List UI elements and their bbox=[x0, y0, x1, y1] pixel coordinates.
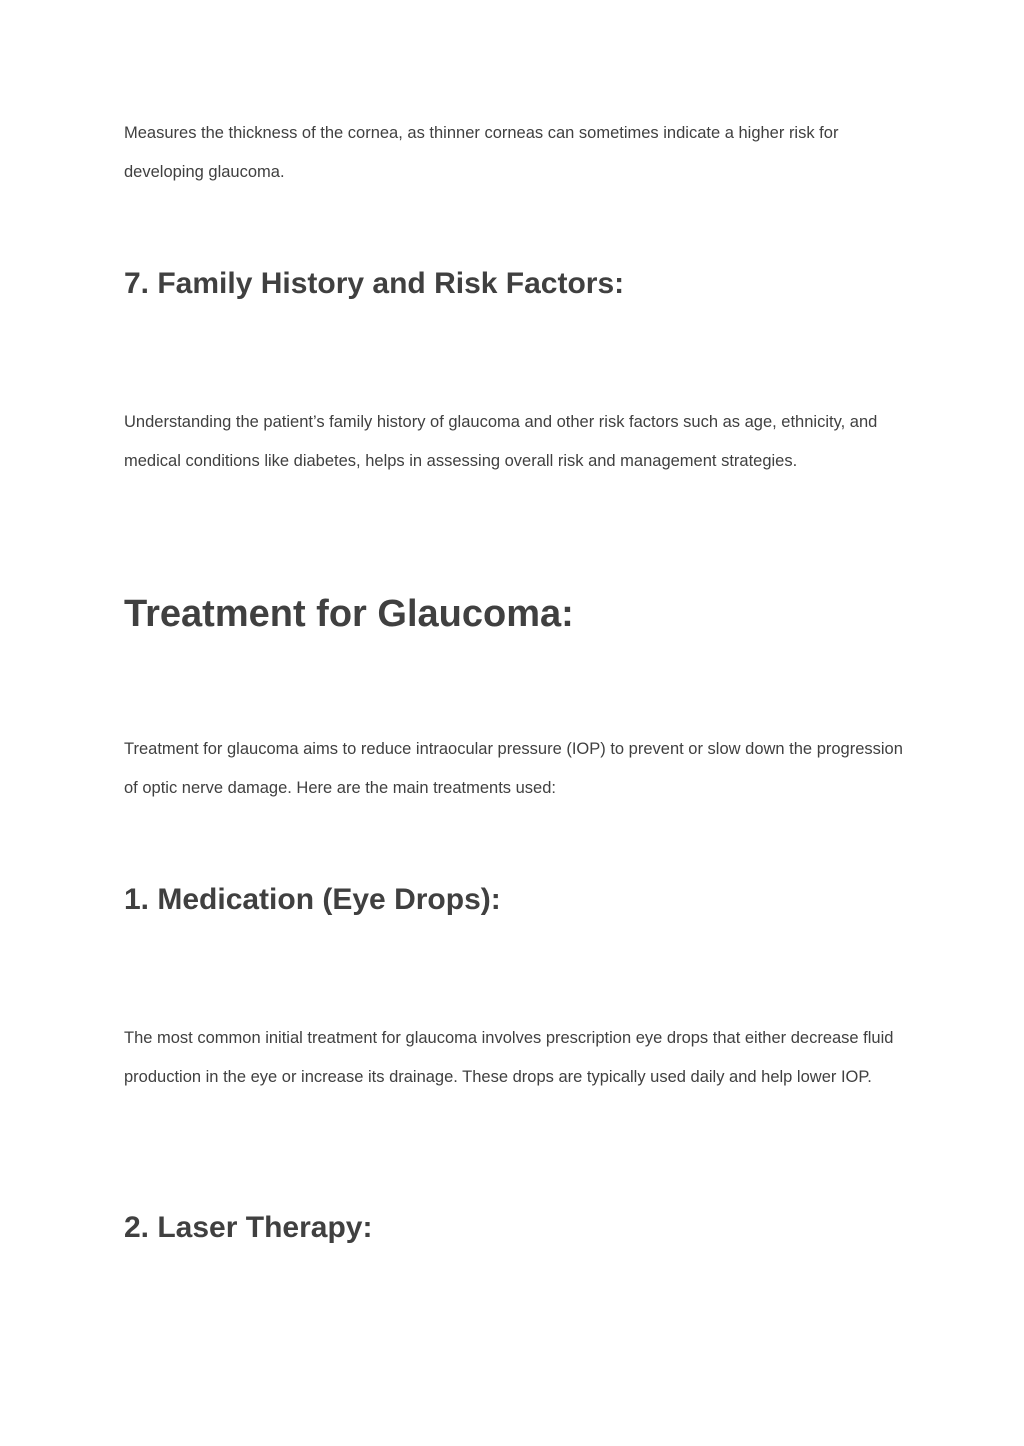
medication-heading: 1. Medication (Eye Drops): bbox=[124, 883, 501, 916]
family-history-heading: 7. Family History and Risk Factors: bbox=[124, 267, 625, 300]
pachymetry-paragraph: Measures the thickness of the cornea, as thinner corneas can sometimes indicate a higher risk for developing glaucoma. bbox=[124, 124, 839, 181]
family-history-paragraph: Understanding the patient’s family history of glaucoma and other risk factors such as age, ethnicity, and medical conditions like diabetes, helps in assessing overall risk and management strategies. bbox=[124, 413, 878, 470]
treatment-intro-paragraph: Treatment for glaucoma aims to reduce intraocular pressure (IOP) to prevent or slow down the progression of optic nerve damage. Here are the main treatments used: bbox=[124, 740, 903, 797]
medication-paragraph: The most common initial treatment for glaucoma involves prescription eye drops that either decrease fluid production in the eye or increase its drainage. These drops are typically used daily and help lower IOP. bbox=[124, 1029, 894, 1086]
treatment-heading: Treatment for Glaucoma: bbox=[124, 593, 574, 635]
laser-therapy-heading: 2. Laser Therapy: bbox=[124, 1211, 373, 1244]
